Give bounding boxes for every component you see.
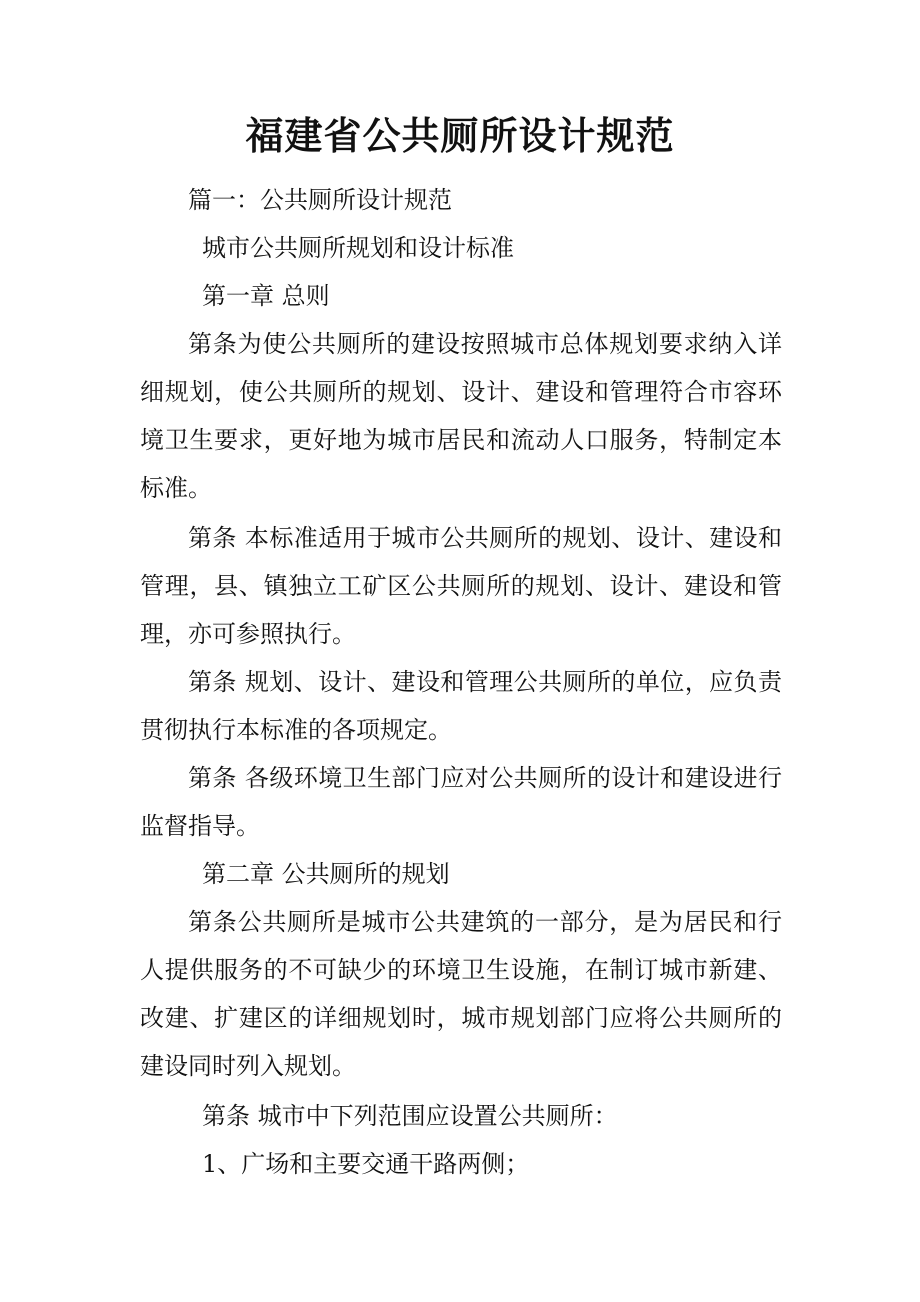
list-item-1: 1、广场和主要交通干路两侧； xyxy=(202,1150,530,1178)
paragraph-2: 第条 本标准适用于城市公共厕所的规划、设计、建设和管理，县、镇独立工矿区公共厕所的规划、设计、建设和管理，亦可参照执行。 xyxy=(140,524,782,648)
chapter-heading-1: 第一章 总则 xyxy=(202,282,330,310)
paragraph-6: 第条 城市中下列范围应设置公共厕所： xyxy=(202,1102,618,1130)
paragraph-5: 第条公共厕所是城市公共建筑的一部分，是为居民和行人提供服务的不可缺少的环境卫生设施，在制订城市新建、改建、扩建区的详细规划时，城市规划部门应将公共厕所的建设同时列入规划。 xyxy=(140,908,782,1080)
chapter-heading-2: 第二章 公共厕所的规划 xyxy=(202,860,450,888)
paragraph-4: 第条 各级环境卫生部门应对公共厕所的设计和建设进行监督指导。 xyxy=(140,764,782,840)
document-title: 福建省公共厕所设计规范 xyxy=(245,113,675,158)
paragraph-1: 第条为使公共厕所的建设按照城市总体规划要求纳入详细规划，使公共厕所的规划、设计、建设和管理符合市容环境卫生要求，更好地为城市居民和流动人口服务，特制定本标准。 xyxy=(140,330,782,502)
subtitle: 城市公共厕所规划和设计标准 xyxy=(202,234,514,262)
paragraph-3: 第条 规划、设计、建设和管理公共厕所的单位，应负责贯彻执行本标准的各项规定。 xyxy=(140,668,782,744)
part-heading: 篇一：公共厕所设计规范 xyxy=(188,186,452,214)
